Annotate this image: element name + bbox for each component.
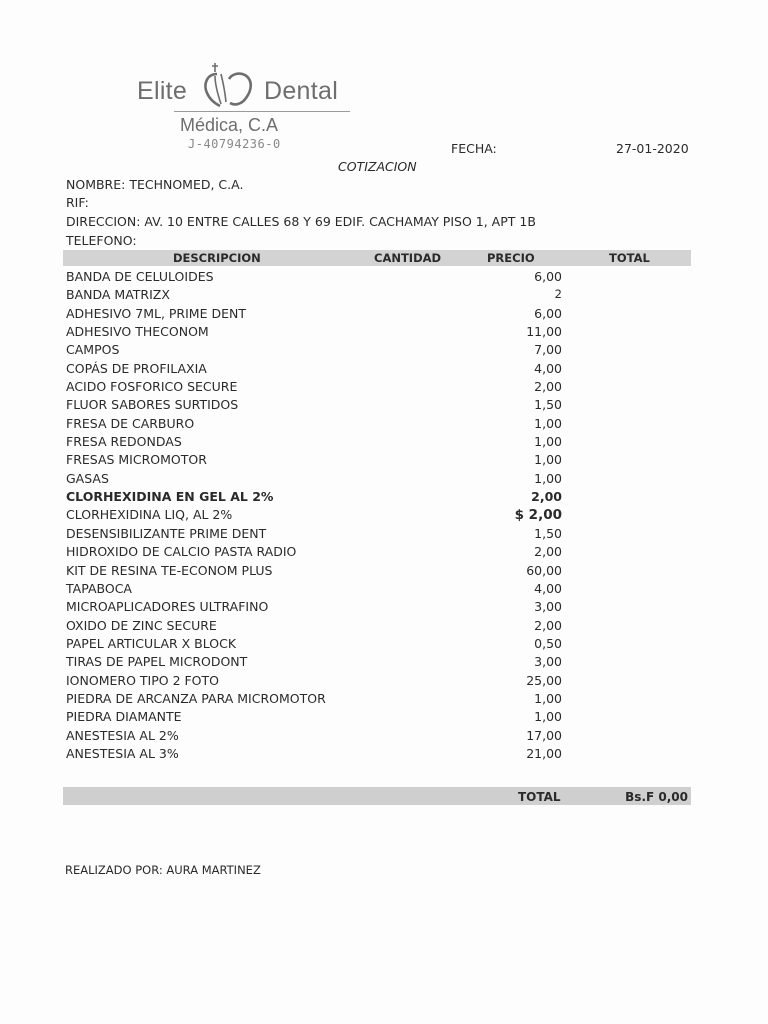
table-row [0, 360, 768, 378]
item-price: 4,00 [534, 580, 562, 596]
item-price: 2,00 [534, 544, 562, 560]
logo-subtitle: Médica, C.A [180, 115, 279, 135]
item-description: FRESAS MICROMOTOR [66, 452, 207, 468]
document-title: COTIZACION [338, 159, 417, 174]
item-description: ADHESIVO THECONOM [66, 324, 209, 340]
table-row [0, 580, 768, 598]
table-row [0, 672, 768, 690]
item-description: KIT DE RESINA TE-ECONOM PLUS [66, 562, 273, 578]
total-bar [63, 787, 691, 805]
table-row [0, 543, 768, 561]
item-description: TIRAS DE PAPEL MICRODONT [66, 654, 248, 670]
table-row [0, 653, 768, 671]
logo-divider [174, 111, 350, 112]
item-price: 1,00 [534, 434, 562, 450]
fecha-label: FECHA: [451, 141, 497, 156]
item-price: 1,50 [534, 397, 562, 413]
table-row [0, 470, 768, 488]
item-description: BANDA DE CELULOIDES [66, 269, 214, 284]
item-price: 2 [554, 287, 562, 302]
logo-word-dental: Dental [264, 77, 339, 105]
table-row [0, 341, 768, 359]
item-price: 1,00 [534, 470, 562, 486]
table-row [0, 562, 768, 580]
table-row [0, 635, 768, 653]
item-description: IONOMERO TIPO 2 FOTO [66, 672, 219, 688]
table-row [0, 617, 768, 635]
item-description: ACIDO FOSFORICO SECURE [66, 379, 238, 395]
item-description: FLUOR SABORES SURTIDOS [66, 397, 239, 413]
logo-word-elite: Elite [137, 77, 188, 105]
item-price: 1,00 [534, 452, 562, 468]
total-value: Bs.F 0,00 [625, 790, 688, 804]
item-price: 1,00 [534, 690, 562, 706]
table-row [0, 396, 768, 414]
table-row [0, 727, 768, 745]
item-description: PIEDRA DIAMANTE [66, 709, 182, 725]
client-rif: RIF: [66, 195, 89, 210]
logo-rif: J-40794236-0 [188, 137, 281, 151]
item-price: 3,00 [534, 599, 562, 615]
column-header-descripcion: DESCRIPCION [173, 251, 261, 265]
item-description: TAPABOCA [66, 580, 132, 596]
item-price: 2,00 [531, 489, 562, 505]
table-row [0, 378, 768, 396]
prepared-by: REALIZADO POR: AURA MARTINEZ [65, 863, 261, 877]
table-row [0, 451, 768, 469]
item-description: CAMPOS [66, 342, 120, 358]
table-row [0, 268, 768, 286]
table-row [0, 286, 768, 304]
table-row [0, 305, 768, 323]
table-row [0, 488, 768, 506]
item-price: 60,00 [526, 562, 562, 578]
item-description: BANDA MATRIZX [66, 287, 170, 303]
item-description: ANESTESIA AL 2% [66, 727, 179, 743]
item-description: HIDROXIDO DE CALCIO PASTA RADIO [66, 544, 297, 560]
table-row [0, 415, 768, 433]
table-row [0, 745, 768, 763]
tooth-icon [199, 60, 259, 110]
table-row [0, 598, 768, 616]
column-header-total: TOTAL [609, 251, 650, 265]
item-price: 6,00 [534, 269, 562, 284]
item-price: 21,00 [526, 745, 562, 761]
item-description: FRESA DE CARBURO [66, 415, 195, 431]
table-row [0, 690, 768, 708]
item-price: 17,00 [526, 727, 562, 743]
item-price: 4,00 [534, 360, 562, 376]
item-price: 11,00 [526, 324, 562, 340]
item-description: COPÁS DE PROFILAXIA [66, 360, 207, 376]
item-description: ANESTESIA AL 3% [66, 745, 179, 761]
table-row [0, 323, 768, 341]
item-price: $ 2,00 [514, 507, 562, 524]
fecha-value: 27-01-2020 [616, 141, 689, 156]
item-description: PAPEL ARTICULAR X BLOCK [66, 635, 237, 651]
item-description: ADHESIVO 7ML, PRIME DENT [66, 305, 246, 321]
item-price: 1,50 [534, 525, 562, 541]
item-description: DESENSIBILIZANTE PRIME DENT [66, 525, 267, 541]
total-label: TOTAL [518, 790, 561, 804]
table-row [0, 433, 768, 451]
item-description: CLORHEXIDINA EN GEL AL 2% [66, 489, 274, 505]
item-description: CLORHEXIDINA LIQ, AL 2% [66, 507, 233, 523]
items-list [0, 268, 768, 763]
table-row [0, 506, 768, 524]
item-price: 7,00 [534, 342, 562, 358]
item-price: 1,00 [534, 709, 562, 725]
table-row [0, 525, 768, 543]
item-price: 25,00 [526, 672, 562, 688]
item-price: 1,00 [534, 415, 562, 431]
item-price: 6,00 [534, 305, 562, 321]
item-description: GASAS [66, 470, 109, 486]
item-description: FRESA REDONDAS [66, 434, 182, 450]
column-header-precio: PRECIO [487, 251, 535, 265]
item-price: 3,00 [534, 654, 562, 670]
item-description: MICROAPLICADORES ULTRAFINO [66, 599, 269, 615]
client-phone: TELEFONO: [66, 233, 137, 248]
item-price: 2,00 [534, 379, 562, 395]
column-header-cantidad: CANTIDAD [374, 251, 442, 265]
table-row [0, 708, 768, 726]
client-name: NOMBRE: TECHNOMED, C.A. [66, 177, 244, 192]
item-price: 0,50 [534, 635, 562, 651]
item-description: OXIDO DE ZINC SECURE [66, 617, 217, 633]
client-address: DIRECCION: AV. 10 ENTRE CALLES 68 Y 69 EDIF. CACHAMAY PISO 1, APT 1B [66, 214, 536, 229]
item-price: 2,00 [534, 617, 562, 633]
item-description: PIEDRA DE ARCANZA PARA MICROMOTOR [66, 690, 326, 706]
